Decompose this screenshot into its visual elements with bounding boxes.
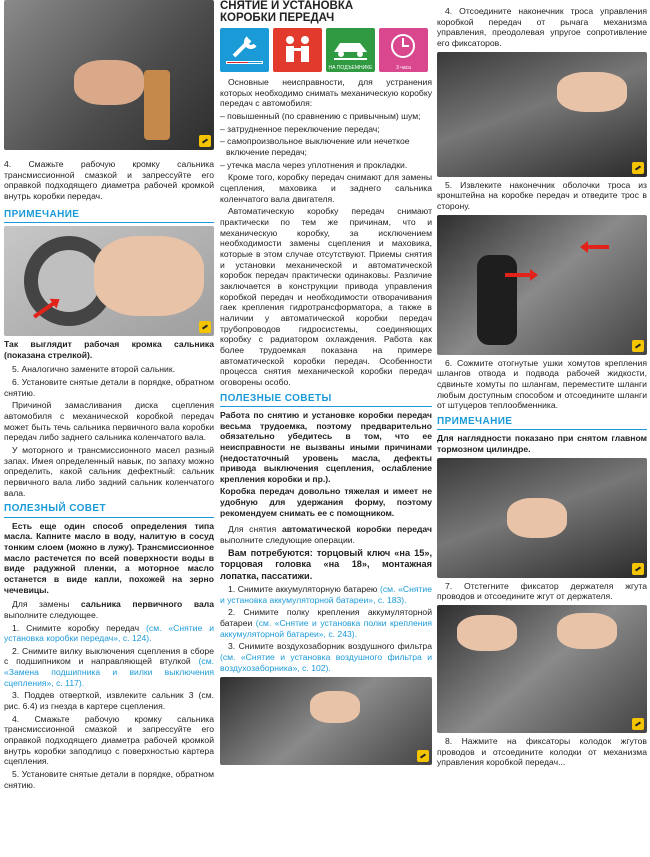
tool-badge-icon — [199, 135, 211, 147]
tool-badge-icon — [632, 162, 644, 174]
tool-badge-icon — [632, 340, 644, 352]
note-caption: Так выглядит рабочая кромка сальника (показана стрелкой). — [4, 339, 214, 360]
bullet-shifting: – затрудненное переключение передач; — [220, 123, 380, 134]
two-people-icon — [273, 28, 322, 72]
hand-image — [507, 498, 567, 538]
step-a1: 1. Снимите аккумуляторную батарею (см. «Снятие и установка аккумуляторной батареи», с. 183). — [220, 583, 432, 605]
tips-paragraph-1: Работа по снятию и установке коробки передач весьма трудоемка, поэтому предварительно обязательно убедитесь в том, что ее неисправности не вызваны иными причинами (недостаточный уровень масла, дефекты привода выключения сцепления, ослабление крепления коробки и пр.). — [220, 409, 432, 484]
step-5b: 5. Установите снятые детали в порядке, обратном снятию. — [4, 769, 214, 790]
mallet-handle — [144, 70, 170, 140]
tools-needed: Вам потребуются: торцовый ключ «на 15», торцовая головка «на 18», монтажная лопатка, пассатижи. — [220, 547, 432, 581]
caption-step-4: 4. Смажьте рабочую кромку сальника трансмиссионной смазкой и запрессуйте его оправкой подходящего диаметра рабочей кромкой внутрь коробки передач. — [4, 159, 214, 201]
paragraph-reason: Причиной замасливания диска сцепления автомобиля с механической коробкой передач может быть течь сальника первичного вала коробки передач либо заднего сальника коленчатого вала. — [4, 400, 214, 443]
tool-badge-icon — [632, 718, 644, 730]
tips-heading: ПОЛЕЗНЫЕ СОВЕТЫ — [220, 393, 432, 407]
paragraph-replace: Для замены сальника первичного вала выполните следующее. — [4, 599, 215, 620]
caption-step-8: 8. Нажмите на фиксаторы колодок жгутов проводов и отсоедините колодки от механизма управления коробкой передач... — [437, 735, 647, 768]
tool-badge-icon — [417, 750, 429, 762]
hand-image — [557, 613, 617, 649]
tip-text: Есть еще один способ определения типа масла. Капните масло в воду, налитую в сосуд тонким слоем (можно в лужу). Трансмиссионное масло растечется по всей поверхности воды в виде радужной пленки, а моторное масло останется в виде капли, похожей на зерно чечевицы. — [4, 520, 214, 595]
caption-step-6: 6. Сожмите отогнутые ушки хомутов крепления шлангов отвода и подвода рабочей жидкости, сдвиньте хомуты по шлангам, переместите шланги любым доступным способом и отсоедините шланги от штуцеров теплообменника. — [437, 357, 647, 411]
paragraph-also: Кроме того, коробку передач снимают для замены сцепления, маховика и заднего сальника коленчатого вала двигателя. — [220, 172, 432, 204]
caption-step-4-cable: 4. Отсоедините наконечник троса управления коробкой передач от рычага механизма управления, преодолевая упругое сопротивление его фиксаторов. — [437, 6, 647, 48]
caption-step-5: 5. Извлеките наконечник оболочки троса из кронштейна на коробке передач и отведите трос в сторону. — [437, 179, 647, 211]
paragraph-auto: Автоматическую коробку передач снимают практически по тем же причинам, что и механическую коробку, за исключением необходимости замены сцепления и маховика, которые в этом случае отсутствуют. Приемы снятия и установки механической и автоматической коробок передач практически одинаковы. Различие заключается в конструкции привода управления коробкой передач и необходимости отворачивания гаек крепления гидротрансформатора, а также в наличии у автоматической коробки передач трубопроводов гидросистемы, соединяющих коробку с радиатором охлаждения. Работа как более трудоемкая показана на примере автоматической коробки передач. Особенности процесса снятия механической коробки передач оговорены особо. — [220, 206, 432, 387]
tips-paragraph-2: Коробка передач довольно тяжелая и имеет не удобную для удержания форму, поэтому рекомендуем снимать ее с помощником. — [220, 486, 432, 518]
photo-air-intake — [220, 677, 432, 765]
bullet-leak: – утечка масла через уплотнения и прокладки. — [220, 159, 408, 170]
note-heading-right: ПРИМЕЧАНИЕ — [437, 416, 647, 430]
step-4: 4. Смажьте рабочую кромку сальника трансмиссионной смазкой и запрессуйте его оправкой подходящего диаметра рабочей кромкой внутрь коробки заподлицо с поверхностью картера сцепления. — [4, 713, 214, 767]
column-middle — [220, 0, 432, 765]
paragraph-intro: Основные неисправности, для устранения которых необходимо снимать механическую коробку передач с автомобиля: — [220, 77, 432, 109]
note-text-right: Для наглядности показано при снятом главном тормозном цилиндре. — [437, 433, 647, 454]
icon-strip — [220, 28, 432, 72]
tool-badge-icon — [199, 321, 211, 333]
paragraph-oil-smell: У моторного и трансмиссионного масел разный запах. Имея определенный навык, по запаху можно определить, какой сальник дефектный: сальник первичного вала либо задний сальник коленчатого вала. — [4, 444, 214, 498]
caption-step-7: 7. Отстегните фиксатор держателя жгута проводов и отсоедините жгут от держателя. — [437, 580, 647, 602]
note-heading: ПРИМЕЧАНИЕ — [4, 209, 214, 223]
hose-image — [477, 255, 517, 345]
photo-cable-end — [437, 52, 647, 177]
tip-heading: ПОЛЕЗНЫЙ СОВЕТ — [4, 503, 214, 517]
step-5: 5. Аналогично замените второй сальник. — [12, 364, 175, 375]
paragraph-removal: Для снятия автоматической коробки передач выполните следующие операции. — [220, 524, 432, 546]
bullet-disengage: – самопроизвольное выключение или нечеткое включение передач; — [220, 136, 410, 158]
step-a3: 3. Снимите воздухозаборник воздушного фильтра (см. «Снятие и установка воздушного фильтра и воздухозаборника», с. 102). — [220, 641, 432, 673]
hand-image — [94, 236, 204, 316]
column-left — [4, 0, 214, 792]
photo-connectors — [437, 605, 647, 733]
bullet-noise: – повышенный (по сравнению с привычным) шум; — [220, 111, 421, 122]
hand-image — [457, 615, 517, 651]
clock-time-icon: 3 часа — [379, 28, 428, 72]
wrench-difficulty-icon — [220, 28, 269, 72]
section-title: СНЯТИЕ И УСТАНОВКА КОРОБКИ ПЕРЕДАЧ — [220, 0, 354, 25]
step-a2: 2. Снимите полку крепления аккумуляторной батареи (см. «Снятие и установка полки крепления аккумуляторной батареи», с. 243). — [220, 607, 432, 639]
photo-harness-holder — [437, 458, 647, 578]
hand-image — [310, 691, 360, 723]
column-right — [437, 0, 647, 770]
photo-hose-clamps — [437, 215, 647, 355]
step-3: 3. Поддев отверткой, извлеките сальник 3 (см. рис. 6.4) из гнезда в картере сцепления. — [4, 690, 214, 712]
hand-image — [557, 72, 627, 112]
tool-badge-icon — [632, 563, 644, 575]
step-6: 6. Установите снятые детали в порядке, обратном снятию. — [4, 376, 214, 398]
step-2: 2. Снимите вилку выключения сцепления в сборе с подшипником и направляющей втулкой (см. «Замена подшипника и вилки выключения сцепления», с. 117). — [4, 645, 214, 688]
red-arrow-icon — [587, 245, 609, 249]
photo-seal — [4, 226, 214, 336]
red-arrow-icon — [505, 273, 531, 277]
hand-image — [74, 60, 144, 105]
step-1: 1. Снимите коробку передач (см. «Снятие и установка коробки передач», с. 124). — [4, 622, 214, 644]
car-lift-icon: НА ПОДЪЕМНИКЕ — [326, 28, 375, 72]
photo-seal-press — [4, 0, 214, 150]
